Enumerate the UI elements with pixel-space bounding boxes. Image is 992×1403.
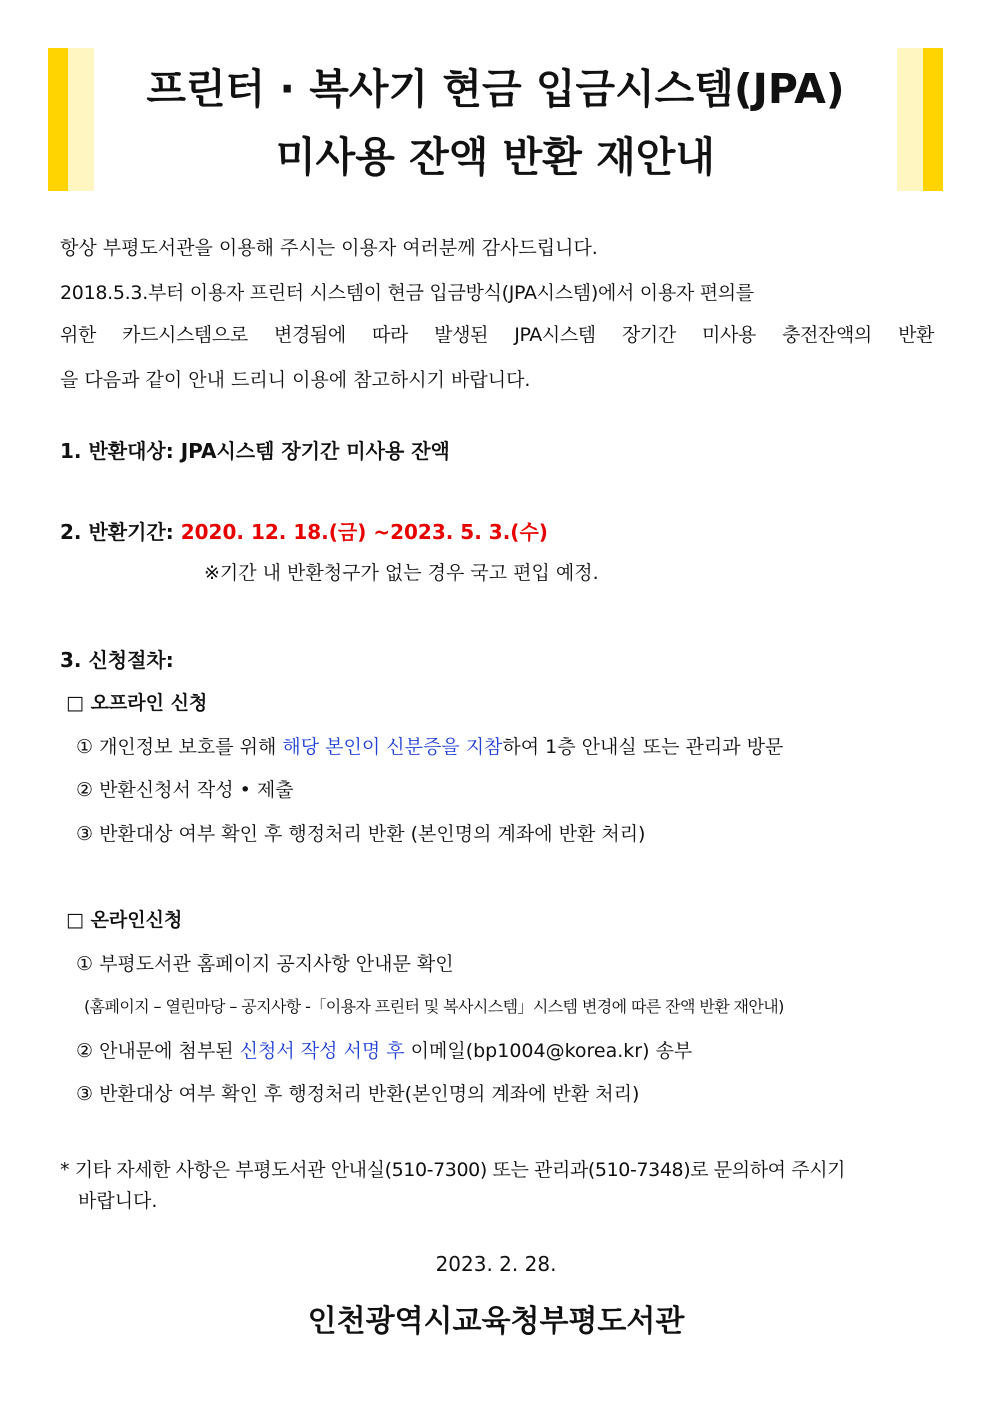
organization-name: 인천광역시교육청부평도서관 [307,1304,685,1339]
title-line-2: 미사용 잔액 반환 재안내 [276,133,715,181]
online-step-3: ③ 반환대상 여부 확인 후 행정처리 반환(본인명의 계좌에 반환 처리) [76,1083,640,1105]
offline-step-1-post: 하여 1층 안내실 또는 관리과 방문 [502,736,784,758]
intro-line-4: 을 다음과 같이 안내 드리니 이용에 참고하시기 바랍니다. [60,369,531,391]
title-box [48,48,943,191]
intro-line-1: 항상 부평도서관을 이용해 주시는 이용자 여러분께 감사드립니다. [60,237,598,259]
section2-period [60,516,548,545]
section1-target: 1. 반환대상: JPA시스템 장기간 미사용 잔액 [60,439,450,463]
title-bar-right-dark [923,48,943,191]
section3-label: 3. 신청절차: [60,648,174,672]
title-line-1: 프린터 · 복사기 현금 입금시스템(JPA) [146,65,845,113]
title-bar-left-dark [48,48,68,191]
online-step-2 [76,1036,692,1063]
section2-label: 2. 반환기간: [60,520,181,544]
notice-date: 2023. 2. 28. [435,1252,557,1276]
title-bar-left-light [68,48,94,191]
online-step-2-post: 이메일(bp1004@korea.kr) 송부 [404,1040,693,1062]
offline-step-3: ③ 반환대상 여부 확인 후 행정처리 반환 (본인명의 계좌에 반환 처리) [76,823,646,845]
title-bar-right-light [897,48,923,191]
offline-step-2: ② 반환신청서 작성 • 제출 [76,779,294,801]
online-step-2-pre: ② 안내문에 첨부된 [76,1040,240,1062]
footnote-line-1: * 기타 자세한 사항은 부평도서관 안내실(510-7300) 또는 관리과(510-7348)로 문의하여 주시기 [60,1159,846,1181]
offline-step-1 [76,732,783,759]
online-step-2-highlight: 신청서 작성 서명 후 [239,1040,405,1062]
online-step-1-path: (홈페이지 – 열린마당 – 공지사항 -「이용자 프린터 및 복사시스템」시스템 변경에 따른 잔액 반환 재안내) [84,997,784,1016]
intro-line-2: 2018.5.3.부터 이용자 프린터 시스템이 현금 입금방식(JPA시스템)에서 이용자 편의를 [60,282,754,304]
online-step-1: ① 부평도서관 홈페이지 공지사항 안내문 확인 [76,953,454,975]
offline-step-1-highlight: 해당 본인이 신분증을 지참 [282,736,503,758]
footnote-line-2: 바랍니다. [78,1190,158,1212]
intro-line-3: 위한 카드시스템으로 변경됨에 따라 발생된 JPA시스템 장기간 미사용 충전잔액의 반환 [60,324,934,346]
online-heading: □ 온라인신청 [66,909,183,931]
section2-note: ※기간 내 반환청구가 없는 경우 국고 편입 예정. [204,562,599,584]
offline-step-1-pre: ① 개인정보 보호를 위해 [76,736,283,758]
section2-dates: 2020. 12. 18.(금) ~2023. 5. 3.(수) [180,520,548,544]
offline-heading: □ 오프라인 신청 [66,692,208,714]
